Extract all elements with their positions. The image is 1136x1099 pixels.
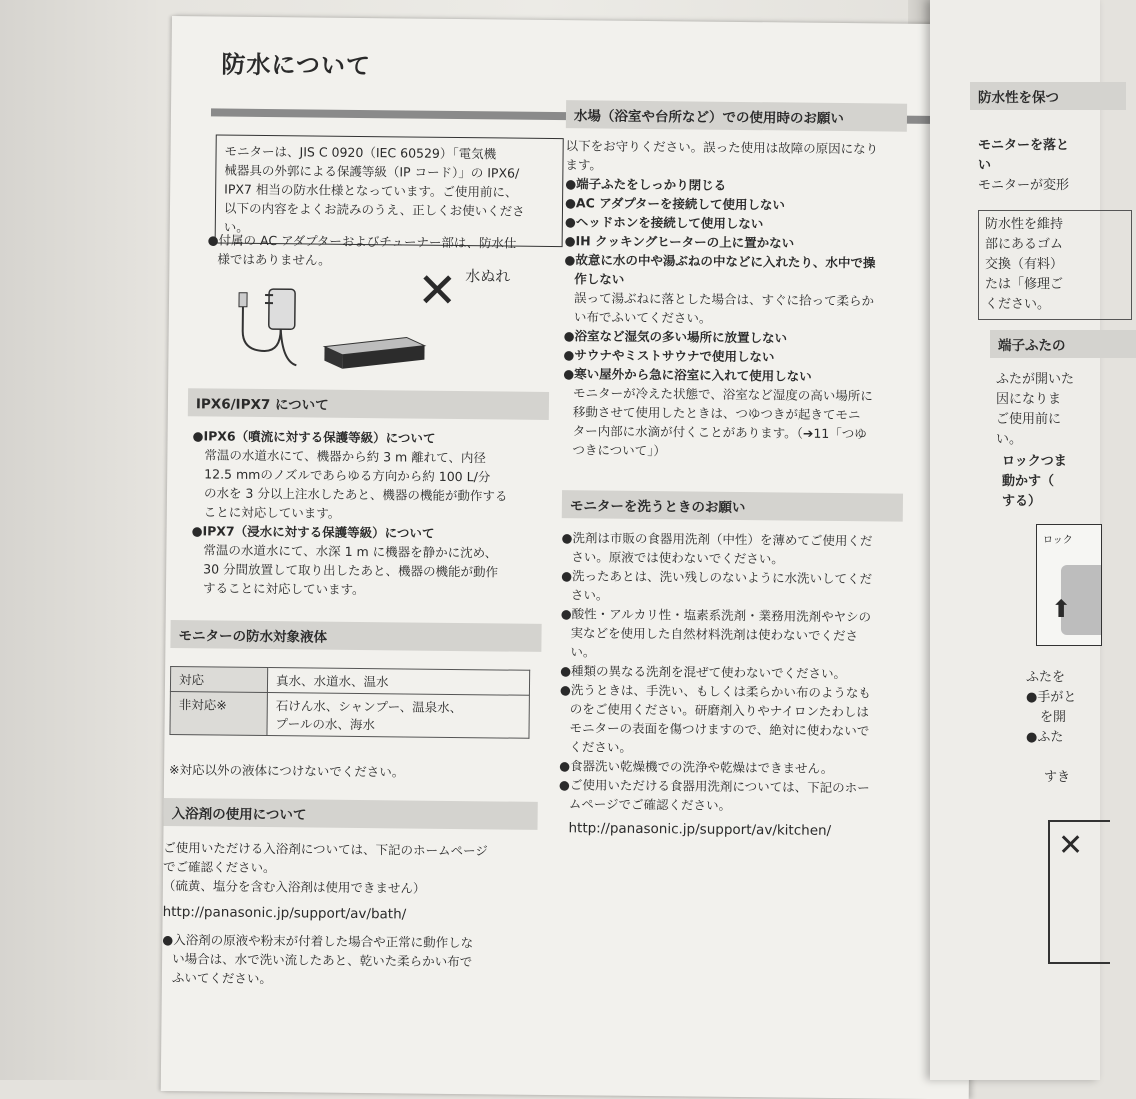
next-line: する）: [1002, 492, 1067, 512]
table-value-line: プールの水、海水: [276, 714, 521, 735]
wet-item: ●浴室など湿気の多い場所に放置しない: [564, 326, 914, 349]
wash-line: ●洗うときは、手洗い、もしくは柔らかい布のようなも: [560, 680, 930, 703]
wash-line: 実などを使用した自然材料洗剤は使わないでくださ: [560, 623, 930, 646]
kitchen-url[interactable]: http://panasonic.jp/support/av/kitchen/: [558, 819, 928, 842]
table-row: [170, 667, 529, 696]
ipx6-line: の水を 3 分以上注水したあと、機器の機能が動作する: [204, 483, 542, 506]
wet-sub-line: 誤って湯ぶねに落とした場合は、すぐに拾って柔らか: [564, 288, 914, 311]
intro-line: モニターは、JIS C 0920（IEC 60529）「電気機: [224, 142, 554, 164]
ipx6-line: 常温の水道水にて、機器から約 3 m 離れて、内径: [204, 445, 542, 468]
prohibited-x-icon: ✕: [1058, 828, 1110, 863]
wash-line: さい。: [561, 585, 931, 608]
wet-item: ●故意に水の中や湯ぶねの中などに入れたり、水中で操: [564, 250, 914, 273]
wash-section: [558, 528, 931, 842]
wet-item: ●AC アダプターを接続して使用しない: [565, 193, 915, 216]
ipx6-section: [191, 426, 543, 601]
lock-label: ロック: [1043, 531, 1101, 546]
wet-label: 水ぬれ: [465, 265, 510, 286]
next-line: ロックつま: [1002, 452, 1067, 472]
next-line: 動かす（: [1002, 472, 1067, 492]
intro-line: 以下の内容をよくお読みのうえ、正しくお使いくださ: [224, 199, 554, 221]
ipx6-title: ●IPX6（噴流に対する保護等級）について: [193, 426, 543, 449]
next-lines-1: [978, 136, 1069, 196]
wet-sub-line: モニターが冷えた状態で、浴室など湿度の高い場所に: [563, 383, 913, 406]
next-lines-3: [1026, 668, 1076, 788]
intro-line: い。: [224, 218, 554, 240]
wet-intro-line: 以下をお守りください。誤った使用は故障の原因になり: [566, 136, 916, 159]
next-line: い: [978, 156, 1069, 176]
ipx-heading: IPX6/IPX7 について: [188, 388, 549, 420]
adapter-note-line: 様ではありません。: [207, 249, 547, 272]
ac-adapter-illustration: [220, 279, 311, 372]
page-title: 防水について: [221, 45, 371, 82]
wet-use-heading: 水場（浴室や台所など）での使用時のお願い: [566, 100, 907, 132]
ipx7-line: 30 分間放置して取り出したあと、機器の機能が動作: [203, 559, 541, 582]
bath-line: ご使用いただける入浴剤については、下記のホームページ: [163, 838, 543, 861]
next-box-line: 部にあるゴム: [985, 235, 1125, 255]
next-lines-2: [996, 370, 1074, 450]
wet-sub-line: 移動させて使用したときは、つゆつきが起きてモニ: [563, 402, 913, 425]
ipx7-line: 常温の水道水にて、水深 1 m に機器を静かに沈め、: [203, 540, 541, 563]
wash-line: ムページでご確認ください。: [559, 794, 929, 817]
wet-item: ●寒い屋外から急に浴室に入れて使用しない: [563, 364, 913, 387]
next-line: すき: [1026, 768, 1076, 788]
wash-line: モニターの表面を傷つけますので、絶対に使わないで: [559, 718, 929, 741]
ipx6-line: ことに対応しています。: [204, 502, 542, 525]
next-heading-2: 端子ふたの: [990, 330, 1136, 358]
next-line: モニターが変形: [978, 176, 1069, 196]
bath-section: [162, 838, 544, 991]
next-box-line: 防水性を維持: [985, 215, 1125, 235]
liquid-note: ※対応以外の液体につけないでください。: [169, 760, 404, 781]
table-value-line: 石けん水、シャンプー、温泉水、: [276, 696, 521, 717]
wash-line: ください。: [559, 737, 929, 760]
wet-sub-line: ター内部に水滴が付くことがあります。（➔11「つゆ: [563, 421, 913, 444]
wash-line: ●洗剤は市販の食器用洗剤（中性）を薄めてご使用くだ: [561, 528, 931, 551]
next-line: ●ふた: [1026, 728, 1076, 748]
bath-note-line: ●入浴剤の原液や粉末が付着した場合や正常に動作しな: [162, 930, 542, 953]
ipx6-line: 12.5 mmのノズルであらゆる方向から約 100 L/分: [204, 464, 542, 487]
bath-note-line: ふいてください。: [162, 968, 542, 991]
tuner-illustration: [320, 323, 430, 372]
next-line: い。: [996, 430, 1074, 450]
wet-item: 作しない: [564, 269, 914, 292]
intro-line: 械器具の外郭による保護等級（IP コード）」の IPX6/: [224, 161, 554, 183]
wet-item: ●サウナやミストサウナで使用しない: [563, 345, 913, 368]
table-value: 真水、水道水、温水: [267, 668, 529, 696]
bath-heading: 入浴剤の使用について: [164, 798, 538, 830]
table-value: [267, 693, 529, 739]
wet-item: ●IH クッキングヒーターの上に置かない: [565, 231, 915, 254]
next-line: モニターを落と: [978, 136, 1069, 156]
liquid-heading: モニターの防水対象液体: [170, 620, 541, 652]
bath-line: でご確認ください。: [163, 857, 543, 880]
wet-sub-line: い布でふいてください。: [564, 307, 914, 330]
up-arrow-icon: ⬆: [1051, 595, 1071, 623]
next-heading-1: 防水性を保つ: [970, 82, 1126, 110]
wash-line: のをご使用ください。研磨剤入りやナイロンたわしは: [560, 699, 930, 722]
next-line: ふたを: [1026, 668, 1076, 688]
next-box: [978, 210, 1132, 320]
wash-line: ●酸性・アルカリ性・塩素系洗剤・業務用洗剤やヤシの: [561, 604, 931, 627]
lock-diagram: [1036, 524, 1102, 646]
bath-note-line: い場合は、水で洗い流したあと、乾いた柔らかい布で: [162, 949, 542, 972]
next-line: ふたが開いた: [996, 370, 1074, 390]
ipx7-line: することに対応しています。: [203, 578, 541, 601]
table-key: 対応: [170, 667, 267, 693]
next-box-line: 交換（有料）: [985, 255, 1125, 275]
next-box-line: たは「修理ご: [985, 275, 1125, 295]
wash-line: さい。原液では使わないでください。: [561, 547, 931, 570]
wet-intro-line: ます。: [565, 155, 915, 178]
wash-line: ●種類の異なる洗剤を混ぜて使わないでください。: [560, 661, 930, 684]
wash-line: ●洗ったあとは、洗い残しのないように水洗いしてくだ: [561, 566, 931, 589]
next-line: を開: [1026, 708, 1076, 728]
wash-line: ●食器洗い乾燥機での洗浄や乾燥はできません。: [559, 756, 929, 779]
wash-line: い。: [560, 642, 930, 665]
next-line: 因になりま: [996, 390, 1074, 410]
next-line: ご使用前に: [996, 410, 1074, 430]
bath-line: （硫黄、塩分を含む入浴剤は使用できません）: [163, 876, 543, 899]
wet-item: ●端子ふたをしっかり閉じる: [565, 174, 915, 197]
table-key: 非対応※: [170, 692, 267, 736]
wash-line: ●ご使用いただける食器用洗剤については、下記のホー: [559, 775, 929, 798]
ipx7-title: ●IPX7（浸水に対する保護等級）について: [192, 521, 542, 544]
prohibited-x-icon: ✕: [417, 267, 458, 315]
left-page: [161, 16, 980, 1099]
wet-use-section: [562, 136, 915, 463]
next-line: ●手がと: [1026, 688, 1076, 708]
table-row: [170, 692, 529, 739]
wet-item: ●ヘッドホンを接続して使用しない: [565, 212, 915, 235]
next-page: [930, 0, 1100, 1080]
bath-url[interactable]: http://panasonic.jp/support/av/bath/: [163, 903, 543, 926]
wash-heading: モニターを洗うときのお願い: [562, 490, 903, 522]
next-box-line: ください。: [985, 295, 1125, 315]
adapter-note-line: ●付属の AC アダプターおよびチューナー部は、防水仕: [208, 230, 548, 253]
next-figure-box: [1048, 820, 1110, 964]
liquid-table: [169, 666, 530, 739]
wet-sub-line: つきについて」）: [562, 440, 912, 463]
next-bold-lines: [1002, 452, 1067, 512]
intro-line: IPX7 相当の防水仕様となっています。ご使用前に、: [224, 180, 554, 202]
